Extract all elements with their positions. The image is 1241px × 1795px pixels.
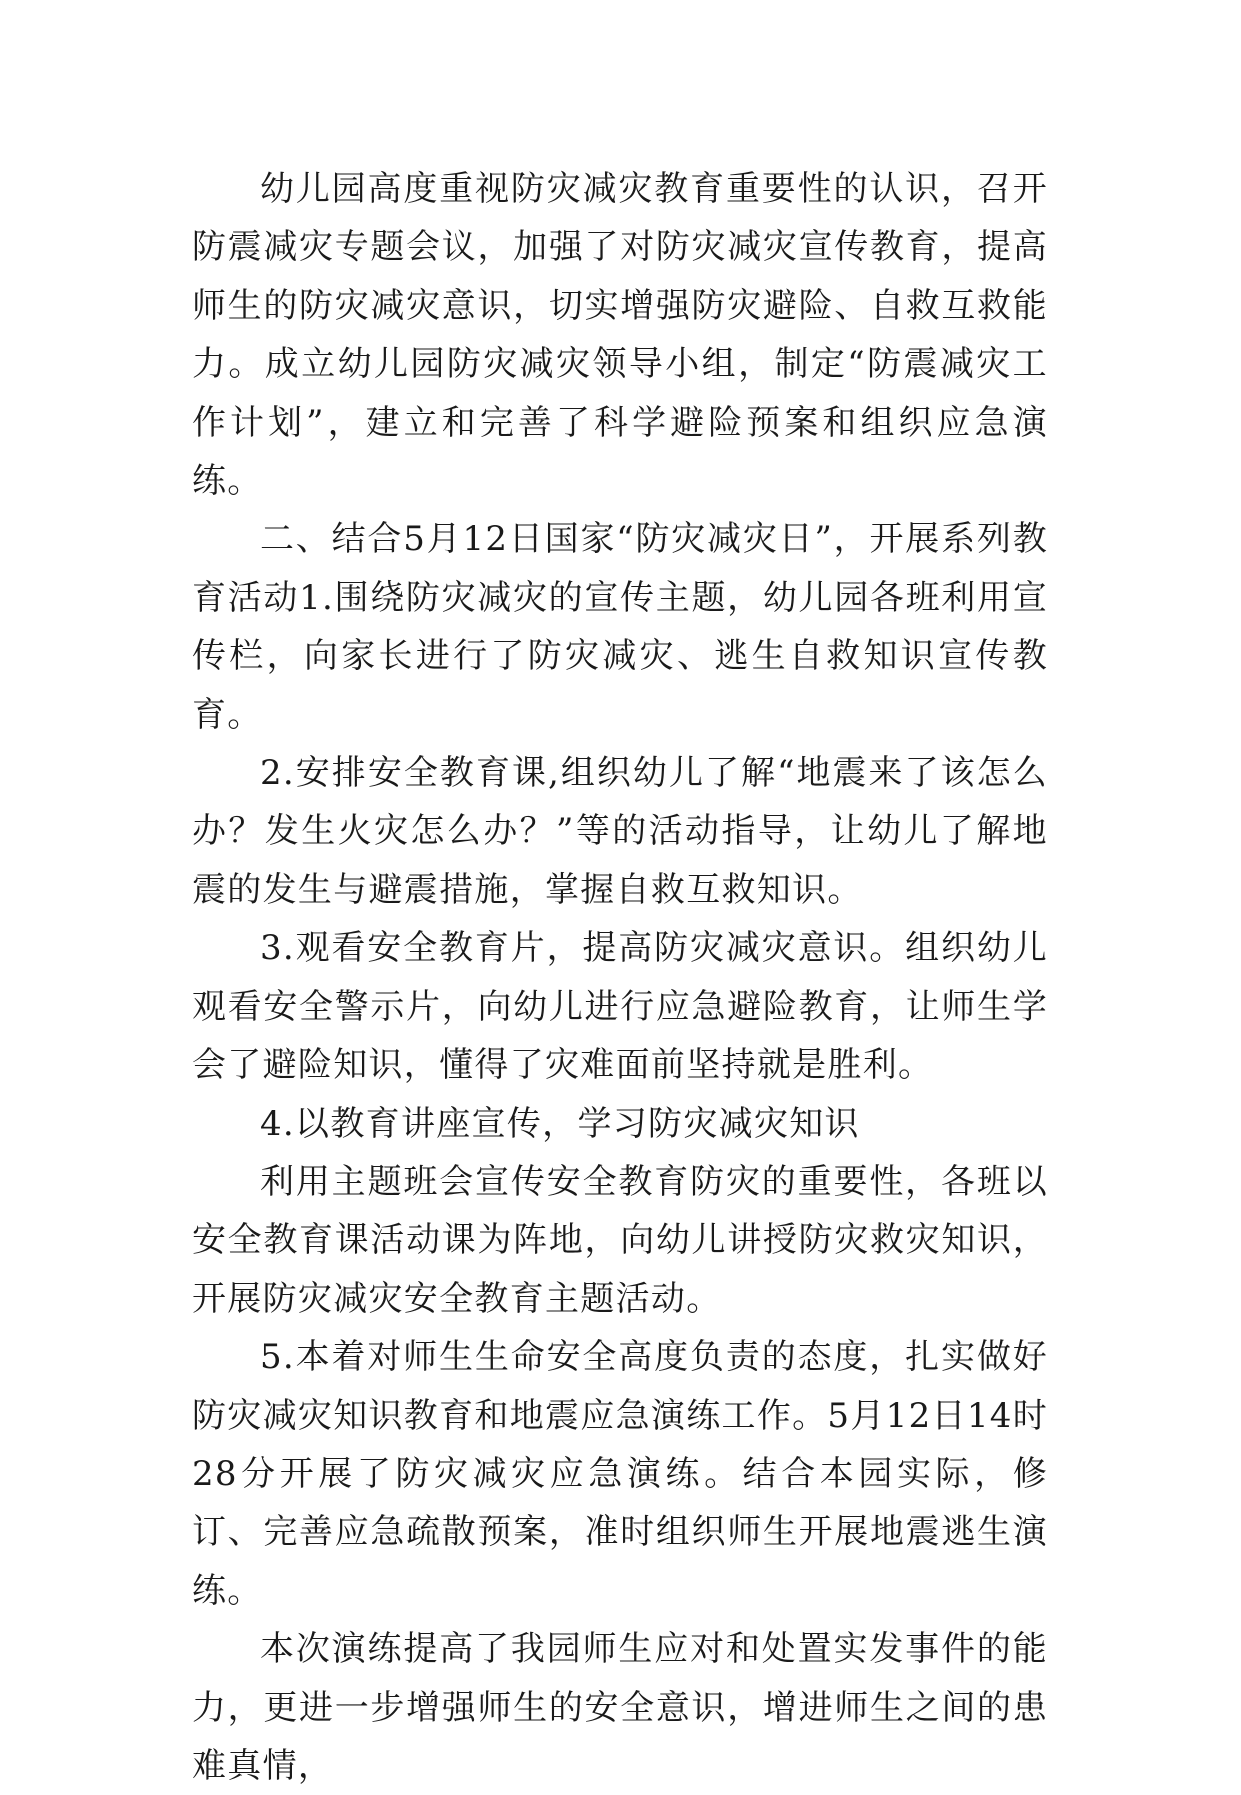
paragraph-section-two: 二、结合5月12日国家“防灾减灾日”，开展系列教育活动1.围绕防灾减灾的宣传主题，幼儿园各班利用宣传栏，向家长进行了防灾减灾、逃生自救知识宣传教育。 [192, 519, 1048, 735]
paragraph-item-4-body: 利用主题班会宣传安全教育防灾的重要性，各班以安全教育课活动课为阵地，向幼儿讲授防灾救灾知识，开展防灾减灾安全教育主题活动。 [192, 1161, 1048, 1319]
paragraph-conclusion: 本次演练提高了我园师生应对和处置实发事件的能力，更进一步增强师生的安全意识，增进师生之间的患难真情， [192, 1629, 1048, 1786]
paragraph-item-2: 2.安排安全教育课,组织幼儿了解“地震来了该怎么办？发生火灾怎么办？”等的活动指导，让幼儿了解地震的发生与避震措施，掌握自救互救知识。 [192, 753, 1048, 910]
paragraph-item-5: 5.本着对师生生命安全高度负责的态度，扎实做好防灾减灾知识教育和地震应急演练工作。5月12日14时28分开展了防灾减灾应急演练。结合本园实际，修订、完善应急疏散预案，准时组织师生开展地震逃生演练。 [192, 1337, 1048, 1611]
paragraph-item-3: 3.观看安全教育片，提高防灾减灾意识。组织幼儿观看安全警示片，向幼儿进行应急避险教育，让师生学会了避险知识，懂得了灾难面前坚持就是胜利。 [192, 928, 1048, 1086]
paragraph-importance: 幼儿园高度重视防灾减灾教育重要性的认识，召开防震减灾专题会议，加强了对防灾减灾宣传教育，提高师生的防灾减灾意识，切实增强防灾避险、自救互救能力。成立幼儿园防灾减灾领导小组，制定“防震减灾工作计划”，建立和完善了科学避险预案和组织应急演练。 [192, 169, 1048, 502]
document-body [192, 160, 1048, 1795]
paragraph-item-4-heading: 4.以教育讲座宣传，学习防灾减灾知识 [260, 1103, 860, 1144]
